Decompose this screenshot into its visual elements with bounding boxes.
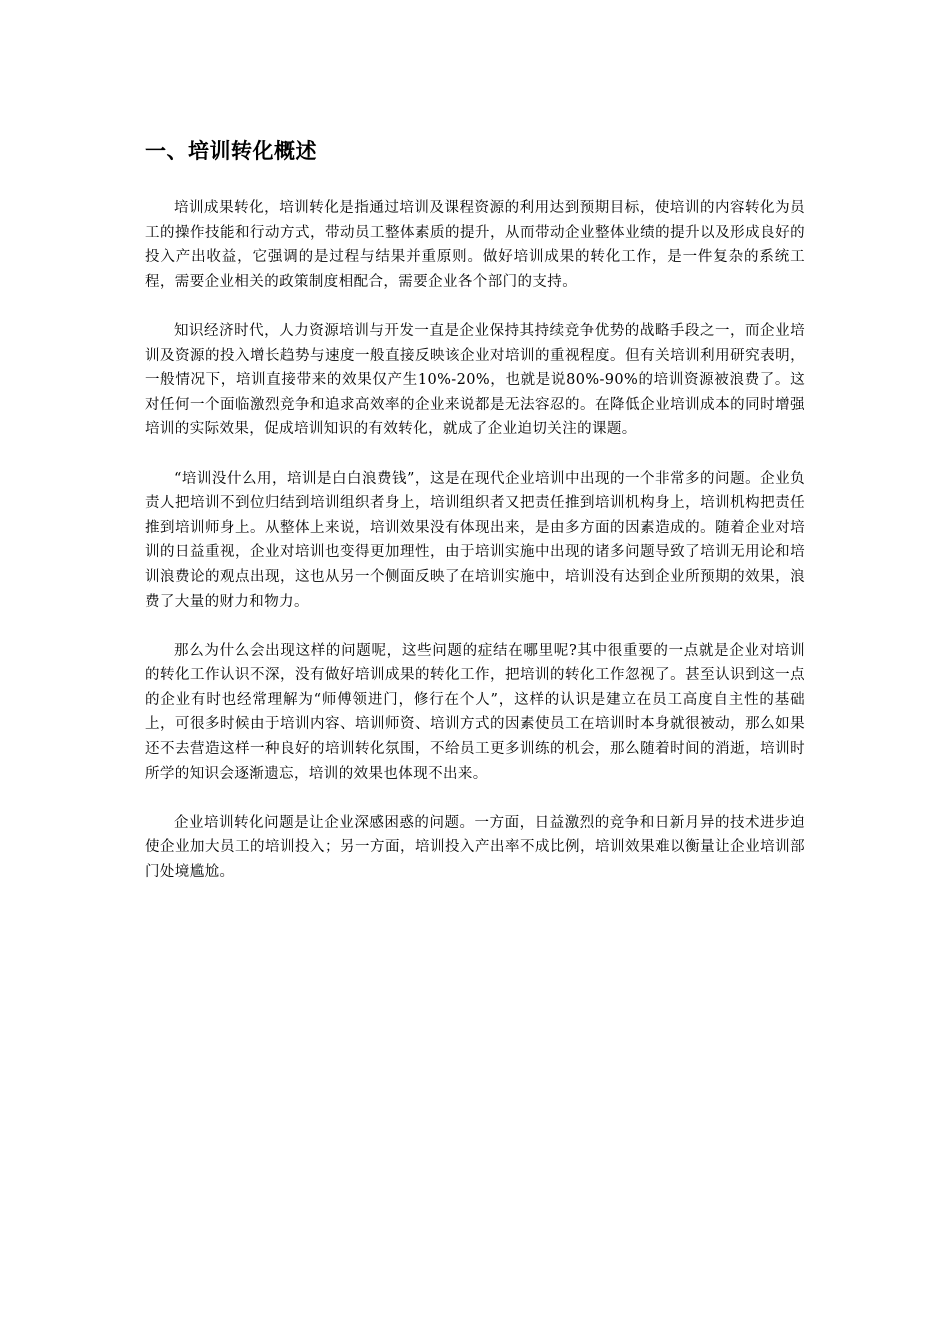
document-page (145, 136, 805, 909)
paragraph-4: 那么为什么会出现这样的问题呢，这些问题的症结在哪里呢?其中很重要的一点就是企业对培训的转化工作认识不深，没有做好培训成果的转化工作，把培训的转化工作忽视了。甚至认识到这一点的企业有时也经常理解为“师傅领进门，修行在个人”，这样的认识是建立在员工高度自主性的基础上，可很多时候由于培训内容、培训师资、培训方式的因素使员工在培训时本身就很被动，那么如果还不去营造这样一种良好的培训转化氛围，不给员工更多训练的机会，那么随着时间的消逝，培训时所学的知识会逐渐遗忘，培训的效果也体现不出来。 (145, 642, 805, 782)
section-heading: 一、培训转化概述 (145, 139, 317, 163)
paragraph-2: 知识经济时代，人力资源培训与开发一直是企业保持其持续竞争优势的战略手段之一，而企业培训及资源的投入增长趋势与速度一般直接反映该企业对培训的重视程度。但有关培训利用研究表明，一般情况下，培训直接带来的效果仅产生10%-20%，也就是说80%-90%的培训资源被浪费了。这对任何一个面临激烈竞争和追求高效率的企业来说都是无法容忍的。在降低企业培训成本的同时增强培训的实际效果，促成培训知识的有效转化，就成了企业迫切关注的课题。 (145, 322, 805, 438)
paragraph-1: 培训成果转化，培训转化是指通过培训及课程资源的利用达到预期目标，使培训的内容转化为员工的操作技能和行动方式，带动员工整体素质的提升，从而带动企业整体业绩的提升以及形成良好的投入产出收益，它强调的是过程与结果并重原则。做好培训成果的转化工作，是一件复杂的系统工程，需要企业相关的政策制度相配合，需要企业各个部门的支持。 (145, 200, 805, 290)
paragraph-3: “培训没什么用，培训是白白浪费钱”，这是在现代企业培训中出现的一个非常多的问题。企业负责人把培训不到位归结到培训组织者身上，培训组织者又把责任推到培训机构身上，培训机构把责任推到培训师身上。从整体上来说，培训效果没有体现出来，是由多方面的因素造成的。随着企业对培训的日益重视，企业对培训也变得更加理性，由于培训实施中出现的诸多问题导致了培训无用论和培训浪费论的观点出现，这也从另一个侧面反映了在培训实施中，培训没有达到企业所预期的效果，浪费了大量的财力和物力。 (145, 470, 805, 610)
paragraph-5: 企业培训转化问题是让企业深感困惑的问题。一方面，日益激烈的竞争和日新月异的技术进步迫使企业加大员工的培训投入；另一方面，培训投入产出率不成比例，培训效果难以衡量让企业培训部门处境尴尬。 (145, 814, 805, 881)
